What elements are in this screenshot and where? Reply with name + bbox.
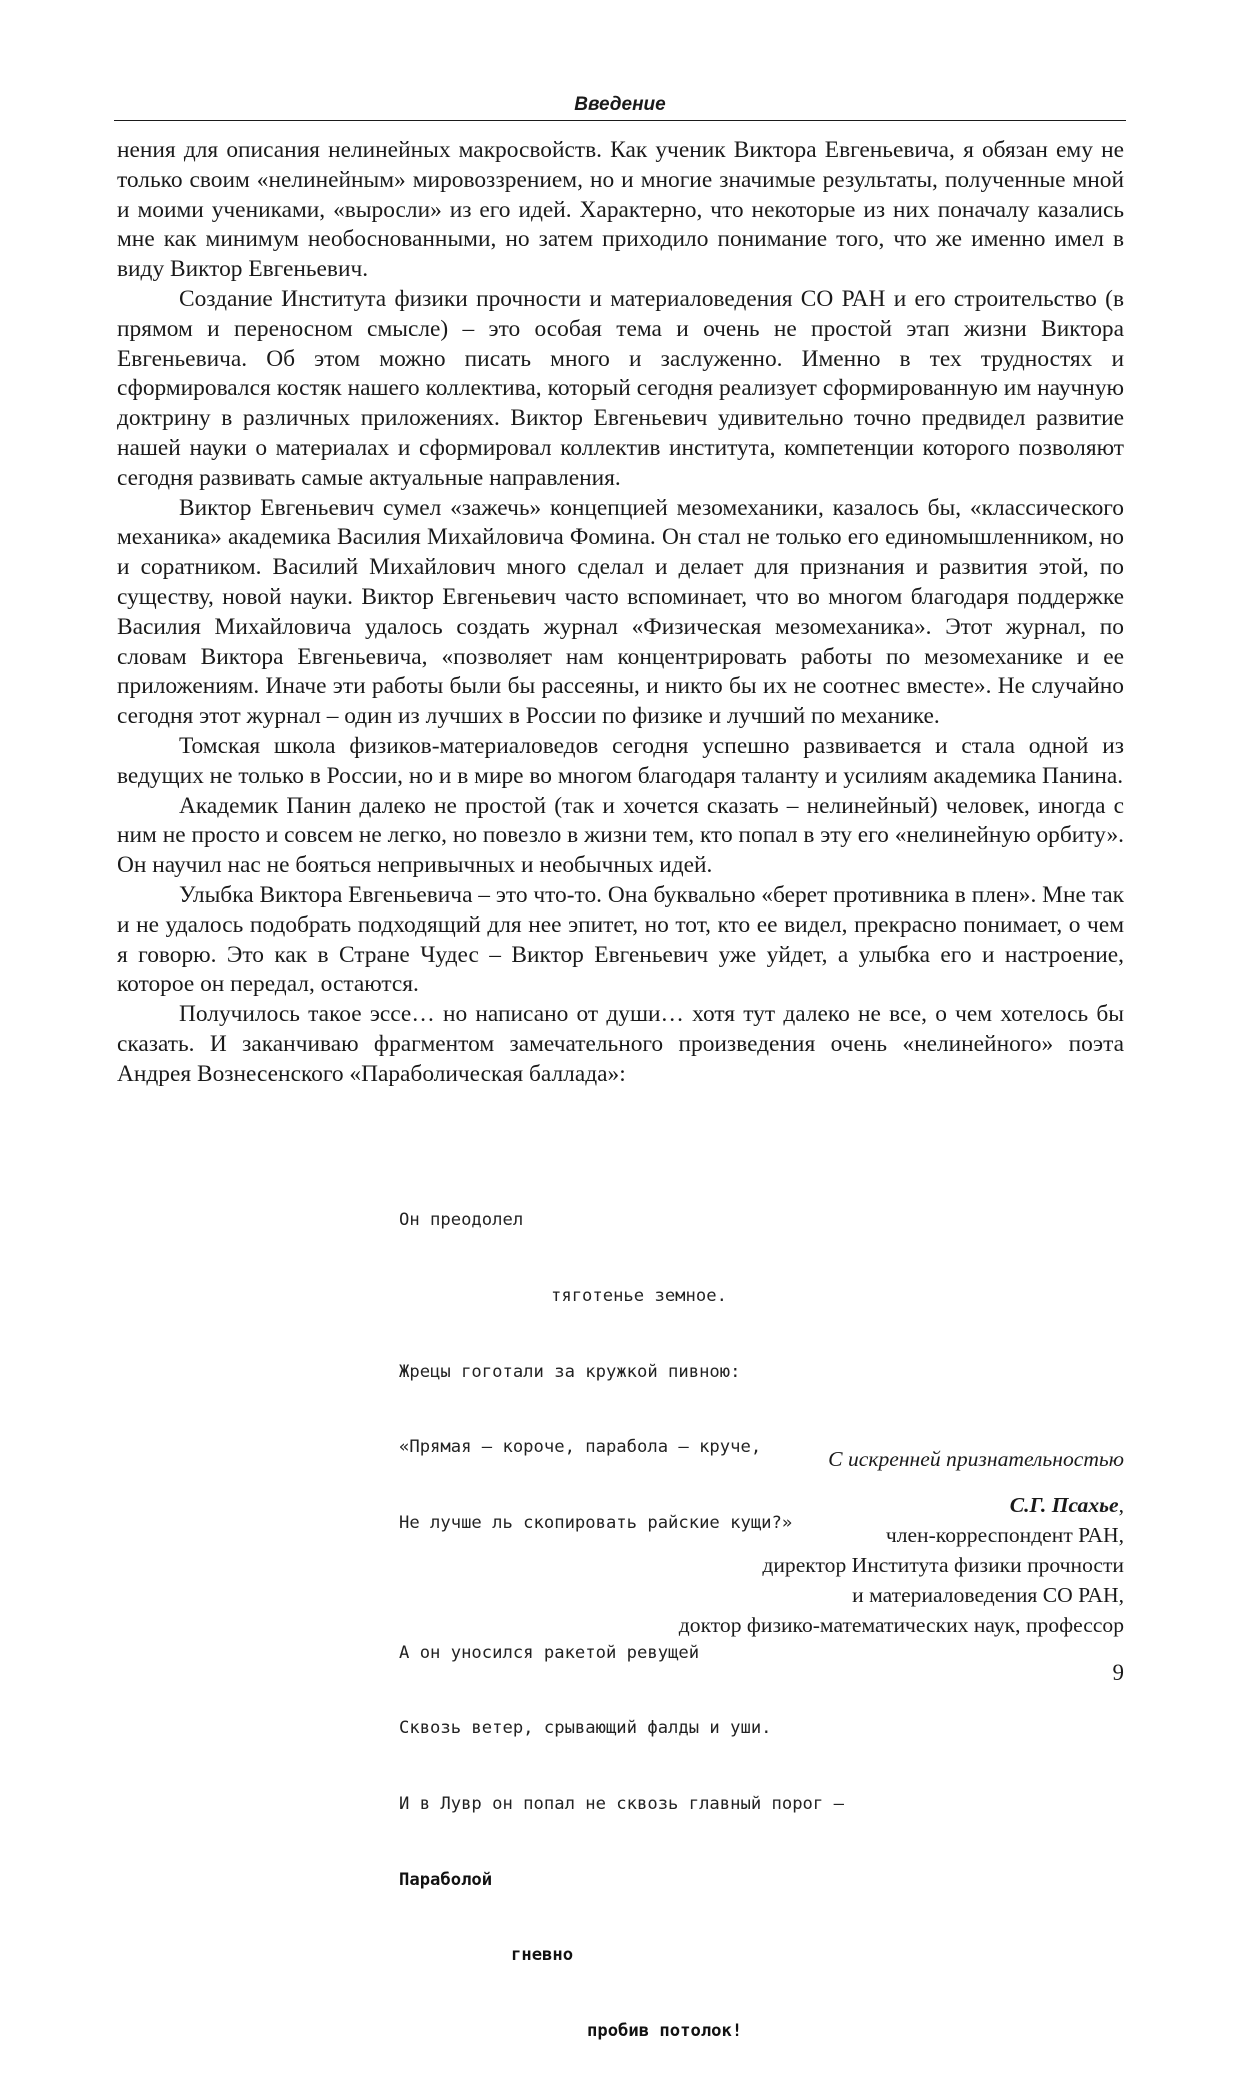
author-title: и материаловедения СО РАН, [852, 1583, 1124, 1607]
poem-line: Жрецы гоготали за кружкой пивною: [399, 1361, 741, 1382]
paragraph-4: Томская школа физиков-материаловедов сегодня успешно развивается и стала одной из ведущих не только в России, но и в мире во многом благодаря таланту и усилиям академика Панина. [117, 732, 1124, 789]
author-title: член-корреспондент РАН, [885, 1523, 1124, 1547]
paragraph-2: Создание Института физики прочности и материаловедения СО РАН и его строительство (в прямом и переносном смысле) – это особая тема и очень не простой этап жизни Виктора Евгеньевича. Об этом можно писать много и заслуженно. Именно в тех трудностях и сформировался костяк нашего коллектива, который сегодня реализует сформированную им научную доктрину в различных приложениях. Виктор Евгеньевич удивительно точно предвидел развитие нашей науки о материалах и сформировал коллектив института, компетенции которого позволяют сегодня развивать самые актуальные направления. [117, 285, 1124, 491]
closing-phrase: С искренней признательностью [828, 1447, 1124, 1471]
page-number: 9 [1112, 1660, 1124, 1685]
paragraph-5: Академик Панин далеко не простой (так и хочется сказать – нелинейный) человек, иногда с ним не просто и совсем не легко, но повезло в жизни тем, кто попал в эту его «нелинейную орбиту». Он научил нас не бояться непривычных и необычных идей. [117, 792, 1124, 879]
poem-line: «Прямая — короче, парабола — круче, [399, 1437, 762, 1458]
poem-line-bold: пробив потолок! [587, 2020, 743, 2041]
paragraph-7: Получилось такое эссе… но написано от души… хотя тут далеко не все, о чем хотелось бы сказать. И заканчиваю фрагментом замечательного произведения очень «нелинейного» поэта Андрея Вознесенского «Параболическая баллада»: [117, 1001, 1124, 1087]
author-name-suffix: , [1118, 1493, 1124, 1517]
paragraph-1: нения для описания нелинейных макросвойств. Как ученик Виктора Евгеньевича, я обязан ему не только своим «нелинейным» мировоззрением, но и многие значимые результаты, полученные мной и моими учениками, «выросли» из его идей. Характерно, что некоторые из них поначалу казались мне как минимум необоснованными, но затем приходило понимание того, что же именно имел в виду Виктор Евгеньевич. [117, 137, 1124, 283]
author-title: директор Института физики прочности [762, 1553, 1124, 1577]
poem-line: И в Лувр он попал не сквозь главный порог — [399, 1794, 844, 1815]
poem-line: тяготенье земное. [551, 1286, 727, 1307]
running-head-title: Введение [574, 94, 666, 115]
poem-line: А он уносился ракетой ревущей [399, 1642, 700, 1663]
author-title: доктор физико-математических наук, профессор [678, 1613, 1124, 1637]
author-name: С.Г. Псахье [1009, 1493, 1119, 1517]
signature-name-line [560, 1490, 1124, 1520]
poem-line: Он преодолел [399, 1210, 524, 1231]
paragraph-6: Улыбка Виктора Евгеньевича – это что-то. Она буквально «берет противника в плен». Мне так и не удалось подобрать подходящий для нее эпитет, но тот, кто ее видел, прекрасно понимает, о чем я говорю. Это как в Стране Чудес – Виктор Евгеньевич уже уйдет, а улыбка его и настроение, которое он передал, остаются. [117, 881, 1124, 998]
poem-line-bold: гневно [511, 1945, 574, 1966]
poem-line-bold: Параболой [399, 1869, 493, 1890]
poem-line: Не лучше ль скопировать райские кущи?» [399, 1512, 793, 1533]
header-rule [114, 120, 1126, 121]
poem-line: Сквозь ветер, срывающий фалды и уши. [399, 1718, 772, 1739]
body-text [117, 136, 1124, 1090]
signature-block [560, 1490, 1124, 1640]
paragraph-3: Виктор Евгеньевич сумел «зажечь» концепцией мезомеханики, казалось бы, «классического механика» академика Василия Михайловича Фомина. Он стал не только его единомышленником, но и соратником. Василий Михайлович много сделал и делает для признания и развития этой, по существу, новой науки. Виктор Евгеньевич часто вспоминает, что во многом благодаря поддержке Василия Михайловича удалось создать журнал «Физическая мезомеханика». Этот журнал, по словам Виктора Евгеньевича, «позволяет нам концентрировать работы по мезомеханике и ее приложениям. Иначе эти работы были бы рассеяны, и никто бы их не соотнес вместе». Не случайно сегодня этот журнал – один из лучших в России по физике и лучший по механике. [117, 494, 1124, 730]
